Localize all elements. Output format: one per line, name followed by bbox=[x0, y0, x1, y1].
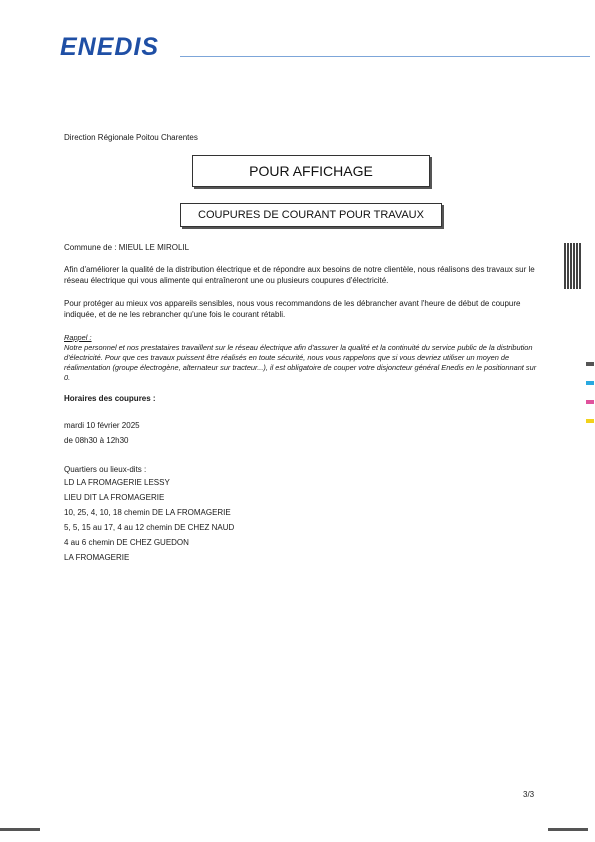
quartiers-title: Quartiers ou lieux-dits : bbox=[64, 465, 147, 474]
paragraph-2: Pour protéger au mieux vos appareils sensibles, nous vous recommandons de les débrancher avant l'heure de début de coupure indiquée, et de ne les rebrancher qu'une fois le courant rétabli. bbox=[64, 299, 521, 319]
page-number: 3/3 bbox=[523, 790, 535, 799]
header-rule bbox=[180, 56, 590, 57]
registration-mark-magenta bbox=[586, 400, 594, 404]
enedis-logo: ENEDIS bbox=[60, 33, 160, 61]
bottom-scan-bar-left bbox=[0, 828, 40, 831]
title-box bbox=[192, 155, 430, 187]
quartier-item: LIEU DIT LA FROMAGERIE bbox=[64, 493, 165, 502]
horaires-date: mardi 10 février 2025 bbox=[64, 421, 140, 430]
title-box-text: POUR AFFICHAGE bbox=[249, 163, 373, 179]
registration-mark-cyan bbox=[586, 381, 594, 385]
subtitle-box-text: COUPURES DE COURANT POUR TRAVAUX bbox=[198, 209, 424, 221]
quartier-item: 10, 25, 4, 10, 18 chemin DE LA FROMAGERIE bbox=[64, 508, 231, 517]
qr-code-icon bbox=[564, 243, 582, 289]
rappel-block bbox=[64, 333, 544, 383]
horaires-time: de 08h30 à 12h30 bbox=[64, 436, 129, 445]
registration-mark-yellow bbox=[586, 419, 594, 423]
bottom-scan-bar-right bbox=[548, 828, 588, 831]
region-label: Direction Régionale Poitou Charentes bbox=[64, 133, 198, 142]
quartier-item: 4 au 6 chemin DE CHEZ GUEDON bbox=[64, 538, 189, 547]
paragraph-1: Afin d'améliorer la qualité de la distribution électrique et de répondre aux besoins de notre clientèle, nous réalisons des travaux sur le réseau électrique qui vous alimente qui entraîneront une ou plusieurs coupures d'électricité. bbox=[64, 265, 535, 285]
subtitle-box bbox=[180, 203, 442, 227]
horaires-title: Horaires des coupures : bbox=[64, 394, 156, 403]
rappel-title: Rappel : bbox=[64, 333, 92, 342]
quartier-item: 5, 5, 15 au 17, 4 au 12 chemin DE CHEZ NAUD bbox=[64, 523, 235, 532]
quartier-item: LD LA FROMAGERIE LESSY bbox=[64, 478, 170, 487]
rappel-text: Notre personnel et nos prestataires travaillent sur le réseau électrique afin d'assurer la qualité et la continuité du service public de la distribution d'électricité. Pour que ces travaux puissent être réalisés en toute sécurité, nous vous rappelons que si vous devriez utiliser un moyen de réalimentation (groupe électrogène, alternateur sur tracteur...), il est obligatoire de couper votre disjoncteur général Enedis en le positionnant sur 0. bbox=[64, 343, 537, 382]
registration-mark-gray bbox=[586, 362, 594, 366]
commune-line: Commune de : MIEUL LE MIROLIL bbox=[64, 243, 190, 252]
quartier-item: LA FROMAGERIE bbox=[64, 553, 130, 562]
